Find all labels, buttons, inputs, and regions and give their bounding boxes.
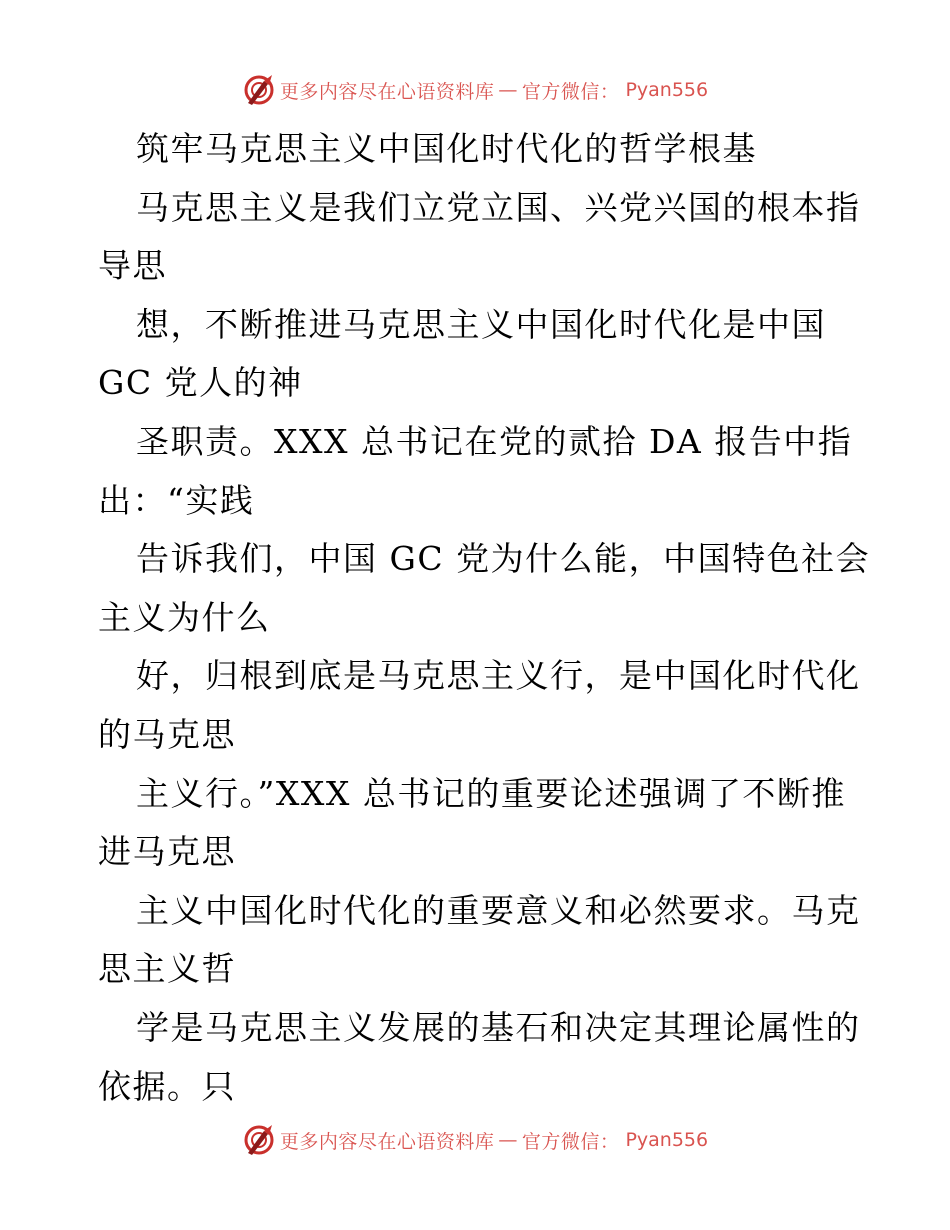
header-site-text: 更多内容尽在心语资料库 — [279, 80, 495, 103]
doc-line-5: GC 党人的神 — [98, 363, 303, 403]
footer-wechat-label: 官方微信： — [521, 1130, 620, 1153]
header-wechat-id: Pyan556 — [625, 79, 709, 101]
doc-line-10: 好，归根到底是马克思主义行，是中国化时代化 — [136, 656, 861, 696]
doc-line-15: 思主义哲 — [98, 949, 236, 989]
document-body — [98, 120, 871, 1116]
header-banner — [0, 68, 950, 112]
doc-line-17: 依据。只 — [98, 1066, 236, 1106]
doc-line-16: 学是马克思主义发展的基石和决定其理论属性的 — [136, 1007, 861, 1047]
doc-line-8: 告诉我们，中国 GC 党为什么能，中国特色社会 — [136, 539, 871, 579]
footer-site-text: 更多内容尽在心语资料库 — [279, 1130, 495, 1153]
doc-line-1: 筑牢马克思主义中国化时代化的哲学根基 — [136, 129, 757, 168]
quill-pen-logo-icon — [242, 1123, 276, 1157]
doc-line-2: 马克思主义是我们立党立国、兴党兴国的根本指 — [136, 187, 861, 227]
footer-wechat-id: Pyan556 — [625, 1129, 709, 1151]
doc-line-14: 主义中国化时代化的重要意义和必然要求。马克 — [136, 890, 861, 930]
quill-pen-logo-icon — [242, 73, 276, 107]
header-dash: — — [498, 79, 518, 101]
doc-line-3: 导思 — [98, 246, 167, 286]
doc-line-11: 的马克思 — [98, 714, 236, 754]
doc-line-12: 主义行。”XXX 总书记的重要论述强调了不断推 — [136, 773, 846, 813]
doc-line-9: 主义为什么 — [98, 597, 271, 637]
doc-line-7: 出：“实践 — [98, 480, 255, 520]
header-wechat-label: 官方微信： — [521, 80, 620, 103]
header-banner-inner — [242, 73, 708, 107]
doc-line-4: 想，不断推进马克思主义中国化时代化是中国 — [136, 304, 826, 344]
doc-line-13: 进马克思 — [98, 832, 236, 872]
doc-line-6: 圣职责。XXX 总书记在党的贰拾 DA 报告中指 — [136, 421, 853, 461]
footer-dash: — — [498, 1129, 518, 1151]
footer-banner-inner — [242, 1123, 708, 1157]
footer-banner — [0, 1118, 950, 1162]
